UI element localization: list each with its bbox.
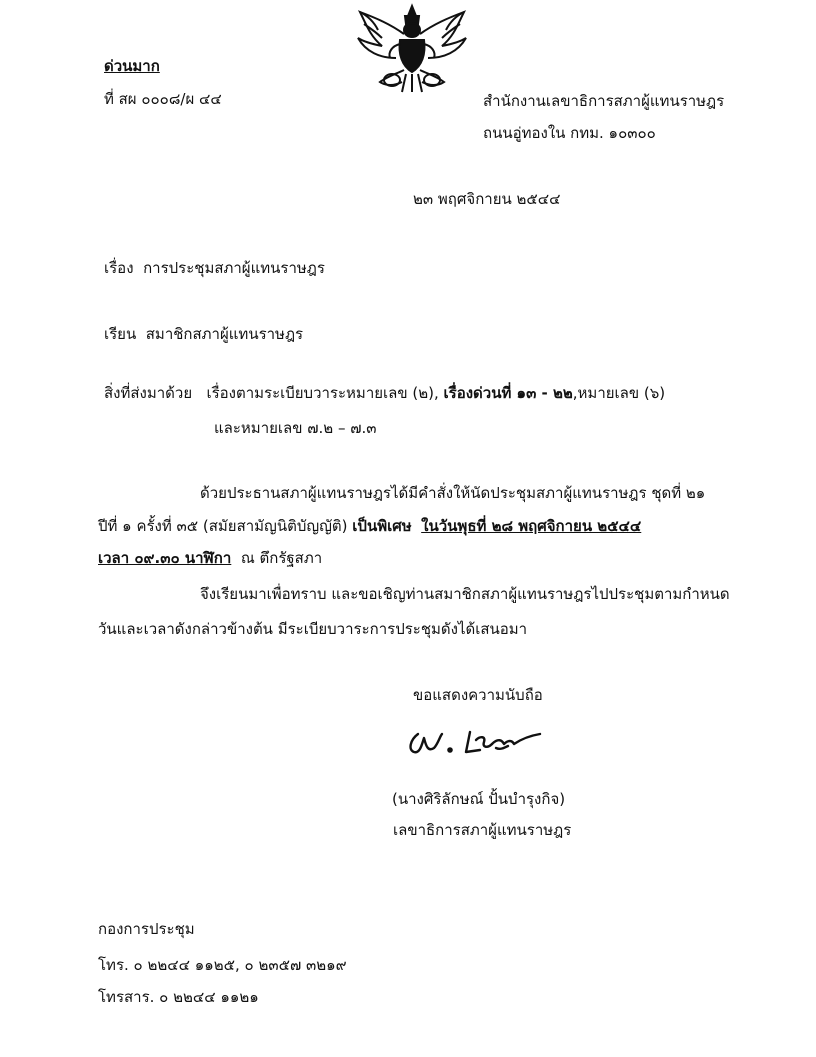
- urgent-label: ด่วนมาก: [104, 57, 160, 75]
- closing-regards: ขอแสดงความนับถือ: [413, 686, 543, 704]
- garuda-emblem-icon: [352, 2, 472, 94]
- body-p1-line1: ด้วยประธานสภาผู้แทนราษฎรได้มีคำสั่งให้นัดประชุมสภาผู้แทนราษฎร ชุดที่ ๒๑: [200, 484, 706, 502]
- enclosure-part3: ,หมายเลข (๖): [572, 384, 666, 402]
- enclosure-line2: และหมายเลข ๗.๒ – ๗.๓: [214, 419, 377, 437]
- body-meeting-place: ณ ตึกรัฐสภา: [240, 549, 323, 567]
- body-session-info: ปีที่ ๑ ครั้งที่ ๓๕ (สมัยสามัญนิติบัญญัติ): [98, 517, 348, 535]
- subject-text: การประชุมสภาผู้แทนราษฎร: [143, 259, 325, 277]
- signatory-position: เลขาธิการสภาผู้แทนราษฎร: [393, 821, 572, 839]
- handwritten-signature: [404, 726, 554, 762]
- subject-line: [104, 261, 325, 276]
- body-special-session: เป็นพิเศษ: [352, 517, 412, 535]
- subject-label: เรื่อง: [104, 259, 134, 277]
- body-p2-line2: วันและเวลาดังกล่าวข้างต้น มีระเบียบวาระการประชุมดังได้เสนอมา: [98, 620, 528, 638]
- body-meeting-time: เวลา ๐๙.๓๐ นาฬิกา: [98, 549, 232, 567]
- reference-number: ที่ สผ ๐๐๐๘/ผ ๔๔: [104, 90, 222, 108]
- enclosure-label: สิ่งที่ส่งมาด้วย: [104, 384, 193, 402]
- recipient-line: [104, 327, 303, 342]
- body-meeting-date: ในวันพุธที่ ๒๘ พฤศจิกายน ๒๕๔๔: [421, 517, 642, 535]
- letter-date: ๒๓ พฤศจิกายน ๒๕๔๔: [413, 190, 561, 208]
- enclosure-line: [104, 386, 665, 401]
- office-address: ถนนอู่ทองใน กทม. ๑๐๓๐๐: [483, 124, 656, 142]
- footer-telephone: โทร. ๐ ๒๒๔๔ ๑๑๒๕, ๐ ๒๓๕๗ ๓๒๑๙: [98, 956, 347, 974]
- enclosure-part1: เรื่องตามระเบียบวาระหมายเลข (๒),: [206, 384, 439, 402]
- body-p2-line1: จึงเรียนมาเพื่อทราบ และขอเชิญท่านสมาชิกสภาผู้แทนราษฎรไปประชุมตามกำหนด: [200, 585, 730, 603]
- enclosure-urgent-items: เรื่องด่วนที่ ๑๓ - ๒๒: [443, 384, 573, 402]
- signatory-name: (นางศิริลักษณ์ ปั้นบำรุงกิจ): [392, 790, 566, 808]
- recipient-text: สมาชิกสภาผู้แทนราษฎร: [145, 325, 304, 343]
- body-p1-line3: [98, 551, 322, 566]
- footer-department: กองการประชุม: [98, 920, 195, 938]
- footer-fax: โทรสาร. ๐ ๒๒๔๔ ๑๑๒๑: [98, 988, 259, 1006]
- office-name: สำนักงานเลขาธิการสภาผู้แทนราษฎร: [483, 92, 725, 110]
- body-p1-line2: [98, 519, 641, 534]
- recipient-label: เรียน: [104, 325, 137, 343]
